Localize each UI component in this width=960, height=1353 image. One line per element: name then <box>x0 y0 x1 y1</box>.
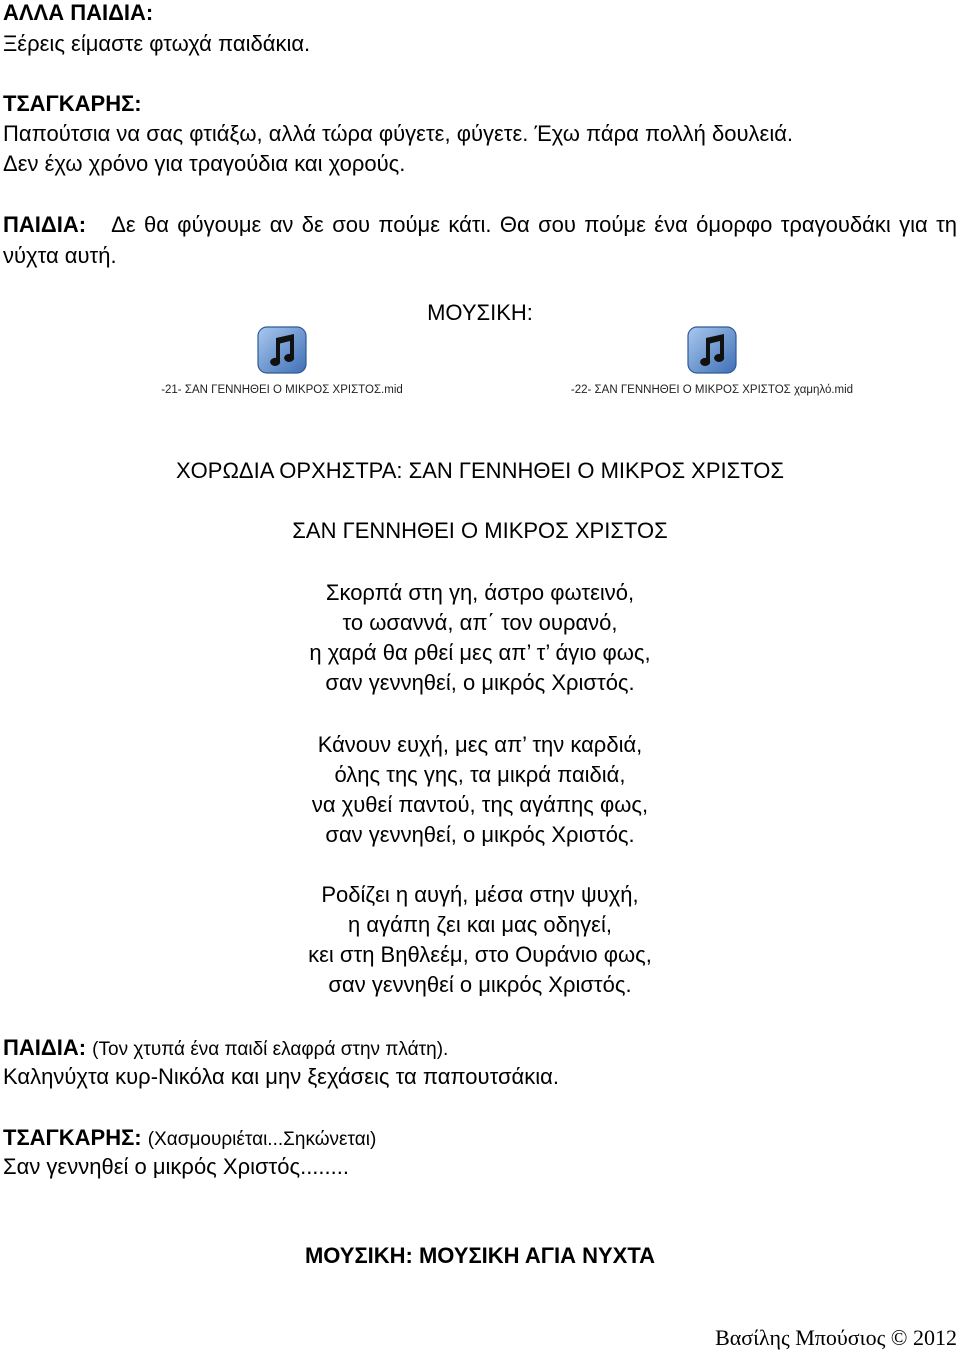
song-title: ΣΑΝ ΓΕΝΝΗΘΕΙ Ο ΜΙΚΡΟΣ ΧΡΙΣΤΟΣ <box>292 518 668 543</box>
stage-direction-text: (Τον χτυπά ένα παιδί ελαφρά στην πλάτη). <box>92 1039 449 1060</box>
dialogue-line: Παπούτσια να σας φτιάξω, αλλά τώρα φύγετε, φύγετε. Έχω πάρα πολλή δουλειά. <box>3 121 794 146</box>
speaker-label: ΤΣΑΓΚΑΡΗΣ: <box>3 91 142 116</box>
dialogue-text: Δε θα φύγουμε αν δε σου πούμε κάτι. Θα σου πούμε ένα όμορφο τραγουδάκι για τη νύχτα αυτή. <box>3 212 957 268</box>
speaker-label: ΠΑΙΔΙΑ: <box>3 1035 87 1060</box>
speaker-line-shoemaker <box>3 91 142 117</box>
verse-line: η χαρά θα ρθεί μες απ’ τ’ άγιο φως, <box>309 640 651 665</box>
dialogue-line: Ξέρεις είμαστε φτωχά παιδάκια. <box>3 31 311 56</box>
stage-direction-shoemaker <box>3 1125 376 1153</box>
music-note-icon[interactable] <box>687 326 737 374</box>
footer-credit: Βασίλης Μπούσιος © 2012 <box>715 1325 957 1350</box>
verse-line: κει στη Βηθλεέμ, στο Ουράνιο φως, <box>308 942 652 967</box>
verse-line: να χυθεί παντού, της αγάπης φως, <box>311 792 649 817</box>
verse-line: Σκορπά στη γη, άστρο φωτεινό, <box>325 580 635 605</box>
speaker-line-other-children <box>3 0 153 26</box>
speaker-label: ΑΛΛΑ ΠΑΙΔΙΑ: <box>3 0 154 25</box>
verse-line: Ροδίζει η αυγή, μέσα στην ψυχή, <box>321 882 639 907</box>
choir-heading: ΧΟΡΩΔΙΑ ΟΡΧΗΣΤΡΑ: ΣΑΝ ΓΕΝΝΗΘΕΙ Ο ΜΙΚΡΟΣ ΧΡΙΣΤΟΣ <box>176 458 784 483</box>
verse-1 <box>0 578 960 698</box>
stage-direction-text: (Χασμουριέται...Σηκώνεται) <box>147 1129 377 1150</box>
music-heading: ΜΟΥΣΙΚΗ: <box>427 300 533 325</box>
verse-line: Κάνουν ευχή, μες απ’ την καρδιά, <box>317 732 643 757</box>
dialogue-line: Καληνύχτα κυρ-Νικόλα και μην ξεχάσεις τα παπουτσάκια. <box>3 1064 559 1089</box>
verse-line: σαν γεννηθεί, ο μικρός Χριστός. <box>325 822 635 847</box>
attachment-filename[interactable]: -21- ΣΑΝ ΓΕΝΝΗΘΕΙ Ο ΜΙΚΡΟΣ ΧΡΙΣΤΟΣ.mid <box>161 384 403 396</box>
speaker-label: ΤΣΑΓΚΑΡΗΣ: <box>3 1125 142 1150</box>
speaker-label: ΠΑΙΔΙΑ: <box>3 212 87 237</box>
verse-3 <box>0 880 960 1000</box>
verse-line: το ωσαννά, απ΄ τον ουρανό, <box>342 610 618 635</box>
verse-line: η αγάπη ζει και μας οδηγεί, <box>348 912 612 937</box>
music-note-icon[interactable] <box>257 326 307 374</box>
verse-2 <box>0 730 960 850</box>
verse-line: σαν γεννηθεί, ο μικρός Χριστός. <box>325 670 635 695</box>
dialogue-line: Σαν γεννηθεί ο μικρός Χριστός........ <box>3 1154 349 1179</box>
audio-attachment-2[interactable] <box>567 326 857 397</box>
dialogue-line: Δεν έχω χρόνο για τραγούδια και χορούς. <box>3 151 406 176</box>
music-heading-silent-night: ΜΟΥΣΙΚΗ: ΜΟΥΣΙΚΗ ΑΓΙΑ ΝΥΧΤΑ <box>304 1243 656 1268</box>
dialogue-paragraph-children <box>3 209 957 271</box>
verse-line: σαν γεννηθεί ο μικρός Χριστός. <box>328 972 632 997</box>
verse-line: όλης της γης, τα μικρά παιδιά, <box>334 762 626 787</box>
stage-direction-children <box>3 1035 448 1063</box>
attachment-filename[interactable]: -22- ΣΑΝ ΓΕΝΝΗΘΕΙ Ο ΜΙΚΡΟΣ ΧΡΙΣΤΟΣ χαμηλό.mid <box>570 384 854 396</box>
audio-attachment-1[interactable] <box>137 326 427 397</box>
